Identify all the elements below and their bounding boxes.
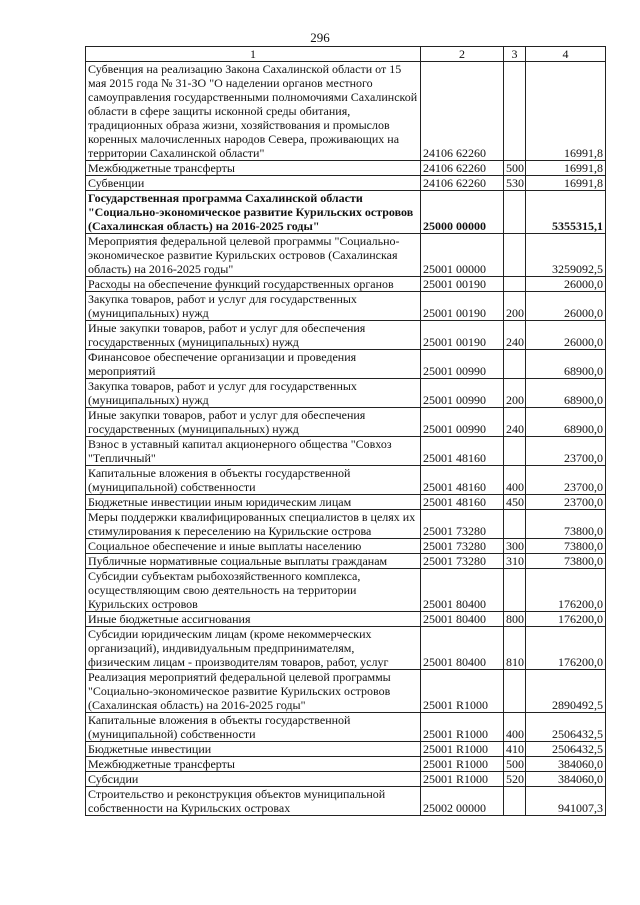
row-amount: 16991,8 [526,176,606,191]
row-target-code: 25001 80400 [421,627,504,670]
header-col-4: 4 [526,47,606,62]
row-expense-type: 500 [504,161,526,176]
budget-table [85,46,606,816]
header-col-1: 1 [86,47,421,62]
row-expense-type: 310 [504,554,526,569]
row-expense-type: 240 [504,321,526,350]
row-expense-type: 410 [504,742,526,757]
row-amount: 2506432,5 [526,742,606,757]
row-description: Расходы на обеспечение функций государственных органов [86,277,421,292]
row-target-code: 25001 R1000 [421,713,504,742]
row-target-code: 25001 73280 [421,510,504,539]
row-expense-type [504,569,526,612]
table-row [86,292,606,321]
row-expense-type: 400 [504,466,526,495]
row-target-code: 25001 00190 [421,292,504,321]
row-expense-type [504,437,526,466]
table-row [86,772,606,787]
row-expense-type [504,787,526,816]
table-row [86,757,606,772]
row-expense-type: 200 [504,379,526,408]
row-description: Капитальные вложения в объекты государственной (муниципальной) собственности [86,713,421,742]
row-description: Социальное обеспечение и иные выплаты населению [86,539,421,554]
row-expense-type: 300 [504,539,526,554]
row-expense-type: 400 [504,713,526,742]
row-target-code: 25001 R1000 [421,670,504,713]
table-row [86,742,606,757]
row-amount: 73800,0 [526,539,606,554]
row-amount: 68900,0 [526,350,606,379]
table-row [86,408,606,437]
row-target-code: 25001 00990 [421,379,504,408]
row-description: Закупка товаров, работ и услуг для государственных (муниципальных) нужд [86,292,421,321]
row-expense-type [504,234,526,277]
row-description: Субвенция на реализацию Закона Сахалинской области от 15 мая 2015 года № 31-ЗО "О наделении органов местного самоуправления государственными полномочиями Сахалинской области в сфере защиты исконной среды обитания, традиционных образа жизни, хозяйствования и промыслов коренных малочисленных народов Севера, проживающих на территории Сахалинской области" [86,62,421,161]
table-row [86,495,606,510]
row-amount: 23700,0 [526,466,606,495]
row-description: Меры поддержки квалифицированных специалистов в целях их стимулирования к переселению на Курильские острова [86,510,421,539]
row-expense-type [504,191,526,234]
row-amount: 176200,0 [526,612,606,627]
row-target-code: 25001 R1000 [421,772,504,787]
row-amount: 5355315,1 [526,191,606,234]
header-col-3: 3 [504,47,526,62]
row-target-code: 25001 73280 [421,554,504,569]
row-amount: 26000,0 [526,292,606,321]
row-amount: 3259092,5 [526,234,606,277]
table-row [86,670,606,713]
table-row [86,510,606,539]
row-expense-type: 240 [504,408,526,437]
row-amount: 68900,0 [526,408,606,437]
row-description: Капитальные вложения в объекты государственной (муниципальной) собственности [86,466,421,495]
row-amount: 941007,3 [526,787,606,816]
table-row [86,350,606,379]
row-amount: 23700,0 [526,495,606,510]
table-row [86,466,606,495]
row-description: Взнос в уставный капитал акционерного общества "Совхоз "Тепличный" [86,437,421,466]
row-description: Иные бюджетные ассигнования [86,612,421,627]
row-description: Строительство и реконструкция объектов муниципальной собственности на Курильских островах [86,787,421,816]
row-amount: 73800,0 [526,554,606,569]
row-target-code: 25001 48160 [421,495,504,510]
row-target-code: 25002 00000 [421,787,504,816]
header-col-2: 2 [421,47,504,62]
row-description: Субсидии [86,772,421,787]
row-description: Межбюджетные трансферты [86,757,421,772]
row-amount: 176200,0 [526,627,606,670]
table-row [86,612,606,627]
page-number: 296 [310,30,330,45]
table-row [86,627,606,670]
row-target-code: 25001 48160 [421,466,504,495]
row-target-code: 24106 62260 [421,161,504,176]
table-row [86,569,606,612]
row-target-code: 25001 00990 [421,408,504,437]
row-description: Межбюджетные трансферты [86,161,421,176]
row-expense-type: 810 [504,627,526,670]
row-amount: 23700,0 [526,437,606,466]
row-expense-type: 200 [504,292,526,321]
row-amount: 73800,0 [526,510,606,539]
row-amount: 26000,0 [526,321,606,350]
row-expense-type [504,277,526,292]
table-row [86,176,606,191]
row-expense-type: 520 [504,772,526,787]
row-target-code: 24106 62260 [421,62,504,161]
row-target-code: 25001 73280 [421,539,504,554]
row-description: Иные закупки товаров, работ и услуг для обеспечения государственных (муниципальных) нужд [86,408,421,437]
row-target-code: 25001 00190 [421,321,504,350]
row-target-code: 25001 00990 [421,350,504,379]
row-description: Бюджетные инвестиции иным юридическим лицам [86,495,421,510]
row-description: Закупка товаров, работ и услуг для государственных (муниципальных) нужд [86,379,421,408]
row-amount: 68900,0 [526,379,606,408]
row-target-code: 25001 80400 [421,569,504,612]
row-amount: 176200,0 [526,569,606,612]
table-row [86,161,606,176]
row-target-code: 24106 62260 [421,176,504,191]
row-amount: 26000,0 [526,277,606,292]
row-description: Финансовое обеспечение организации и проведения мероприятий [86,350,421,379]
row-target-code: 25000 00000 [421,191,504,234]
table-row [86,539,606,554]
row-description: Публичные нормативные социальные выплаты гражданам [86,554,421,569]
row-description: Мероприятия федеральной целевой программы "Социально-экономическое развитие Курильских островов (Сахалинская область) на 2016-2025 годы" [86,234,421,277]
row-amount: 16991,8 [526,161,606,176]
row-target-code: 25001 80400 [421,612,504,627]
row-target-code: 25001 48160 [421,437,504,466]
table-body [86,62,606,816]
table-row [86,191,606,234]
row-amount: 2506432,5 [526,713,606,742]
table-row [86,437,606,466]
table-row [86,277,606,292]
row-target-code: 25001 R1000 [421,757,504,772]
row-description: Бюджетные инвестиции [86,742,421,757]
row-amount: 16991,8 [526,62,606,161]
row-description: Субсидии юридическим лицам (кроме некоммерческих организаций), индивидуальным предпринимателям, физическим лицам - производителям товаров, работ, услуг [86,627,421,670]
table-row [86,234,606,277]
row-amount: 2890492,5 [526,670,606,713]
table-header-row [86,47,606,62]
row-target-code: 25001 00000 [421,234,504,277]
row-expense-type [504,62,526,161]
row-amount: 384060,0 [526,772,606,787]
row-target-code: 25001 00190 [421,277,504,292]
row-target-code: 25001 R1000 [421,742,504,757]
row-amount: 384060,0 [526,757,606,772]
row-expense-type: 530 [504,176,526,191]
table-row [86,713,606,742]
row-expense-type [504,670,526,713]
row-expense-type: 450 [504,495,526,510]
table-row [86,787,606,816]
table-row [86,379,606,408]
row-description: Иные закупки товаров, работ и услуг для обеспечения государственных (муниципальных) нужд [86,321,421,350]
row-description: Субвенции [86,176,421,191]
table-row [86,321,606,350]
table-row [86,62,606,161]
row-description: Субсидии субъектам рыбохозяйственного комплекса, осуществляющим свою деятельность на территории Курильских островов [86,569,421,612]
row-description: Реализация мероприятий федеральной целевой программы "Социально-экономическое развитие Курильских островов (Сахалинская область) на 2016-2025 годы" [86,670,421,713]
table-row [86,554,606,569]
row-expense-type: 800 [504,612,526,627]
row-description: Государственная программа Сахалинской области "Социально-экономическое развитие Курильских островов (Сахалинская область) на 2016-2025 годы" [86,191,421,234]
row-expense-type [504,510,526,539]
row-expense-type [504,350,526,379]
row-expense-type: 500 [504,757,526,772]
